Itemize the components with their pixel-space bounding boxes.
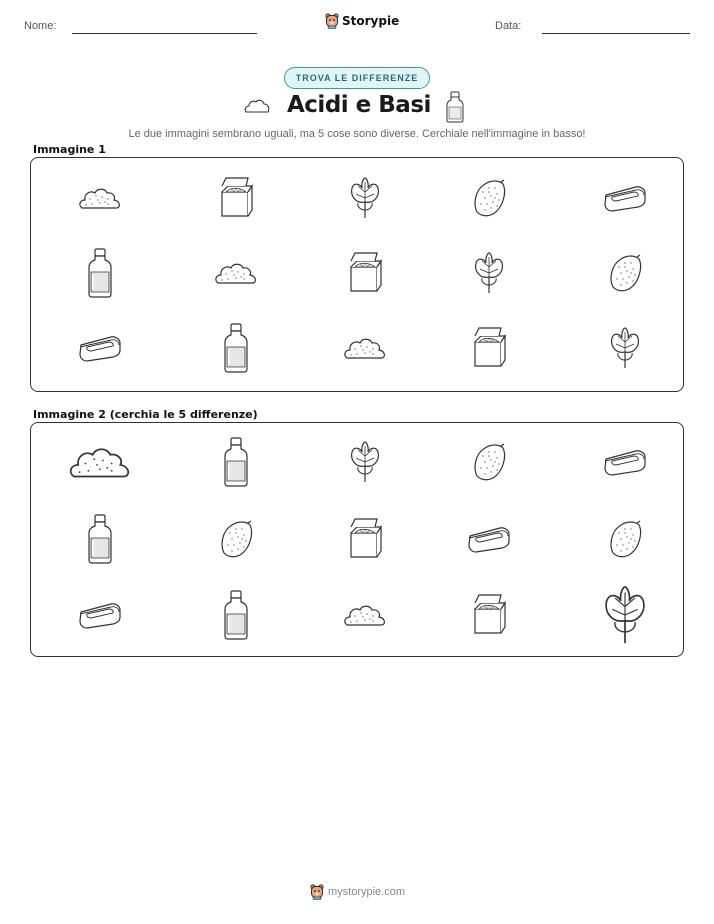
image2-vinegar-bottle-icon[interactable] (87, 514, 113, 564)
image1-lemon-icon (607, 253, 643, 293)
image2-lemon-icon[interactable] (471, 442, 507, 482)
image1-soap-icon (77, 333, 123, 363)
image1-vinegar-bottle-icon (223, 323, 249, 373)
image1-salt-box-icon (218, 176, 254, 220)
date-field-line[interactable] (542, 33, 690, 34)
bear-mascot-icon (310, 884, 324, 900)
image2-baking-soda-large-icon[interactable] (68, 441, 132, 483)
image2-salt-box-icon[interactable] (471, 593, 507, 637)
image1-label: Immagine 1 (33, 143, 106, 156)
brand-logo (325, 13, 399, 29)
name-label: Nome: (24, 20, 57, 32)
page-title: Acidi e Basi (287, 92, 431, 118)
image1-vinegar-bottle-icon (87, 248, 113, 298)
baking-soda-title-icon (243, 96, 271, 116)
activity-badge: TROVA LE DIFFERENZE (284, 67, 430, 89)
date-label: Data: (495, 20, 522, 32)
instructions-text: Le due immagini sembrano uguali, ma 5 cose sono diverse. Cerchiale nell'immagine in basso! (128, 128, 586, 140)
image1-baking-soda-icon (343, 334, 387, 362)
image1-soap-icon (602, 183, 648, 213)
footer-url: mystorypie.com (328, 886, 406, 898)
image2-soap-icon[interactable] (77, 600, 123, 630)
image2-spinach-icon[interactable] (348, 440, 382, 484)
image1-baking-soda-icon (214, 259, 258, 287)
image2-baking-soda-icon[interactable] (343, 601, 387, 629)
image1-spinach-icon (472, 251, 506, 295)
image2-soap-icon[interactable] (466, 524, 512, 554)
image2-lemon-icon[interactable] (218, 519, 254, 559)
image1-spinach-icon (348, 176, 382, 220)
brand-name: Storypie (342, 14, 400, 28)
footer (310, 884, 405, 900)
image2-vinegar-bottle-icon[interactable] (223, 437, 249, 487)
image1-spinach-icon (608, 326, 642, 370)
image1-baking-soda-icon (78, 184, 122, 212)
image1-salt-box-icon (347, 251, 383, 295)
image2-spinach-large-icon[interactable] (598, 584, 652, 646)
image2-soap-icon[interactable] (602, 447, 648, 477)
vinegar-bottle-title-icon (446, 91, 464, 123)
name-field-line[interactable] (72, 33, 257, 34)
image2-label: Immagine 2 (cerchia le 5 differenze) (33, 408, 258, 421)
image1-salt-box-icon (471, 326, 507, 370)
image2-vinegar-bottle-icon[interactable] (223, 590, 249, 640)
image1-lemon-icon (471, 178, 507, 218)
image2-lemon-icon[interactable] (607, 519, 643, 559)
image2-salt-box-icon[interactable] (347, 517, 383, 561)
bear-mascot-icon (325, 13, 339, 29)
